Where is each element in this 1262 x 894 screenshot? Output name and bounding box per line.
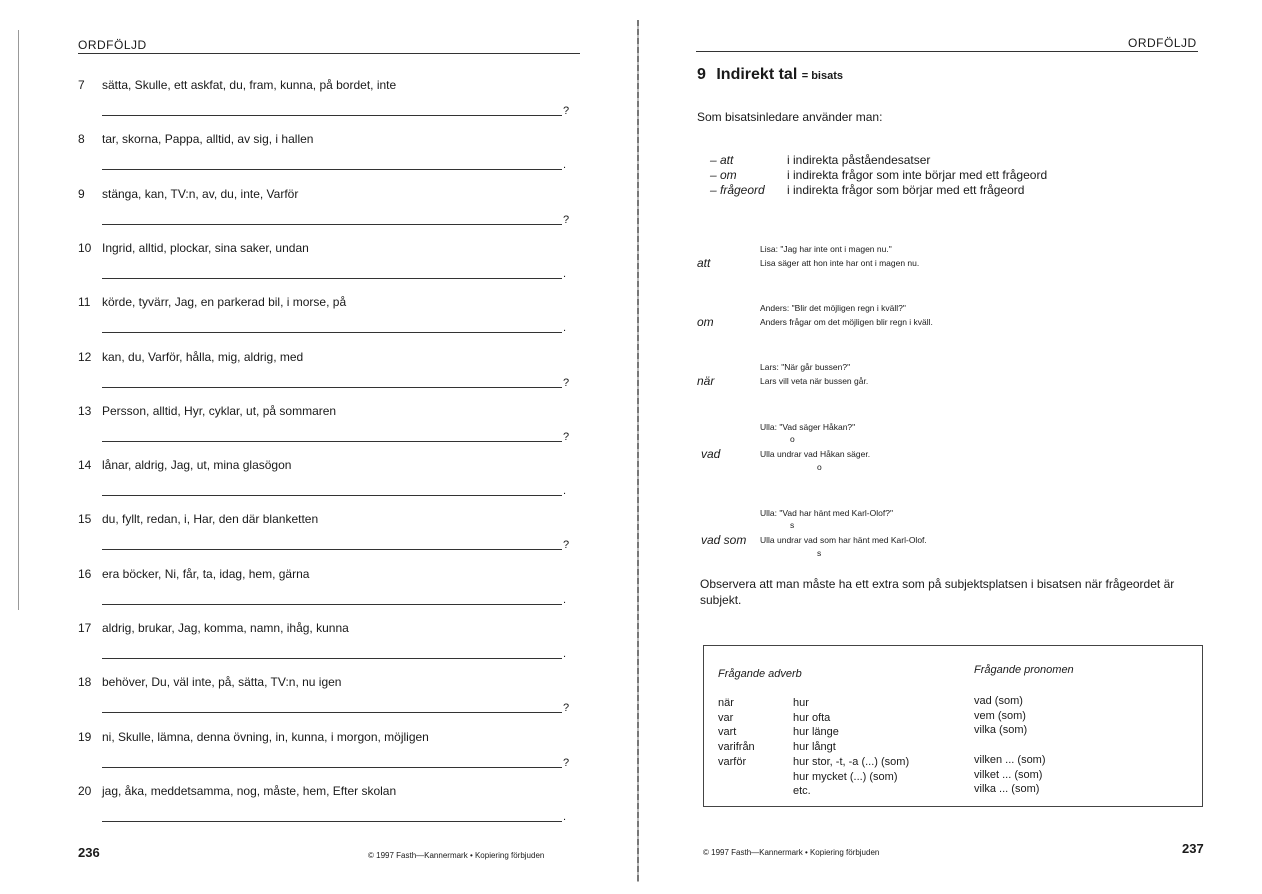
sentence-end-mark: ? (563, 430, 570, 443)
right-running-header: ORDFÖLJD (1128, 36, 1197, 50)
pronoun-item: vilket ... (som) (974, 768, 1043, 781)
exercise-words: behöver, Du, väl inte, på, sätta, TV:n, nu igen (102, 675, 342, 690)
exercise-number: 15 (78, 512, 92, 527)
sentence-end-mark: . (563, 159, 567, 172)
exercise-number: 17 (78, 621, 92, 635)
exercise-item (78, 567, 309, 581)
exercise-number: 13 (78, 403, 92, 418)
right-footer: © 1997 Fasth—Kannermark • Kopiering förbjuden (703, 848, 880, 857)
indirect-speech: Ulla undrar vad som har hänt med Karl-Olof. (760, 535, 927, 545)
exercise-item (78, 295, 346, 309)
sentence-end-mark: . (563, 267, 567, 280)
sentence-end-mark: . (563, 810, 567, 823)
exercise-item (78, 187, 298, 201)
hur-item: hur stor, -t, -a (...) (som) (793, 755, 910, 768)
answer-line[interactable] (102, 821, 562, 822)
sentence-end-mark: . (563, 485, 567, 498)
exercise-number: 9 (78, 186, 85, 201)
introducer-word: – om (710, 168, 737, 182)
introducer-description: i indirekta frågor som börjar med ett frågeord (787, 183, 1025, 197)
exercise-number: 18 (78, 675, 92, 690)
exercise-words: Persson, alltid, Hyr, cyklar, ut, på sommaren (102, 403, 337, 418)
exercise-words: aldrig, brukar, Jag, komma, namn, ihåg, kunna (102, 621, 349, 635)
direct-speech: Lisa: "Jag har inte ont i magen nu." (760, 244, 892, 254)
adverb-item: varför (718, 755, 747, 768)
pronoun-item: vilka (som) (974, 724, 1028, 737)
pronoun-column-title: Frågande pronomen (974, 664, 1074, 676)
grammar-marker: o (790, 434, 795, 444)
exercise-item (78, 350, 303, 364)
adverb-item: var (718, 711, 734, 724)
answer-line[interactable] (102, 495, 562, 496)
exercise-number: 14 (78, 458, 92, 473)
exercise-item (78, 512, 318, 526)
sentence-end-mark: . (563, 322, 567, 335)
introducer-description: i indirekta frågor som inte börjar med ett frågeord (787, 168, 1048, 182)
answer-line[interactable] (102, 387, 562, 388)
left-running-header: ORDFÖLJD (78, 38, 147, 52)
hur-item: hur länge (793, 726, 839, 739)
adverb-item: när (718, 697, 734, 709)
pronoun-item: vad (som) (974, 695, 1023, 707)
exercise-item (78, 404, 336, 418)
example-label: att (697, 256, 711, 270)
exercise-item (78, 458, 291, 472)
answer-line[interactable] (102, 712, 562, 713)
question-words-box (703, 645, 1203, 807)
book-spine (637, 20, 639, 882)
hur-item: hur ofta (793, 711, 831, 724)
sentence-end-mark: . (563, 648, 567, 660)
exercise-words: sätta, Skulle, ett askfat, du, fram, kunna, på bordet, inte (102, 78, 397, 92)
exercise-words: du, fyllt, redan, i, Har, den där blanketten (102, 512, 319, 527)
exercise-number: 16 (78, 566, 92, 581)
answer-line[interactable] (102, 278, 562, 279)
exercise-item (78, 241, 309, 255)
answer-line[interactable] (102, 332, 562, 333)
indirect-speech: Ulla undrar vad Håkan säger. (760, 449, 871, 459)
exercise-words: lånar, aldrig, Jag, ut, mina glasögon (102, 458, 292, 473)
sentence-end-mark: ? (563, 756, 570, 769)
exercise-number: 10 (78, 240, 92, 255)
indirect-speech: Lars vill veta när bussen går. (760, 376, 869, 386)
exercise-number: 11 (78, 295, 91, 310)
sentence-end-mark: ? (563, 376, 570, 389)
answer-line[interactable] (102, 441, 562, 442)
exercise-words: era böcker, Ni, får, ta, idag, hem, gärna (102, 566, 310, 581)
indirect-speech: Lisa säger att hon inte har ont i magen nu. (760, 258, 920, 268)
exercise-number: 12 (78, 349, 92, 364)
introducer-word: – att (710, 153, 734, 167)
right-page-number: 237 (1182, 841, 1204, 856)
pronoun-item: vilka ... (som) (974, 783, 1040, 796)
answer-line[interactable] (102, 767, 562, 768)
adverb-column-title: Frågande adverb (718, 668, 802, 680)
example-label: när (697, 374, 715, 388)
note-paragraph: Observera att man måste ha ett extra som på subjektsplatsen i bisatsen när frågeordet är subjekt. (700, 577, 1175, 607)
exercise-item (78, 132, 313, 146)
direct-speech: Ulla: "Vad har hänt med Karl-Olof?" (760, 508, 893, 518)
example-label: vad som (701, 533, 747, 547)
hur-item: hur (793, 697, 809, 709)
answer-line[interactable] (102, 224, 562, 225)
answer-line[interactable] (102, 115, 562, 116)
left-page-number: 236 (78, 845, 100, 860)
direct-speech: Lars: "När går bussen?" (760, 362, 851, 372)
exercise-item (78, 78, 396, 92)
sentence-end-mark: ? (563, 213, 570, 226)
exercise-words: kan, du, Varför, hålla, mig, aldrig, med (102, 349, 304, 364)
introducer-word: – frågeord (710, 183, 765, 197)
hur-item: hur mycket (...) (som) (793, 770, 898, 783)
sentence-end-mark: ? (563, 105, 570, 117)
exercise-number: 7 (78, 78, 85, 92)
left-footer: © 1997 Fasth—Kannermark • Kopiering förbjuden (368, 851, 545, 860)
exercise-item (78, 730, 429, 744)
answer-line[interactable] (102, 549, 562, 550)
introducer-description: i indirekta påståendesatser (787, 153, 931, 167)
hur-item: etc. (793, 785, 811, 798)
indirect-speech: Anders frågar om det möjligen blir regn i kväll. (760, 317, 933, 327)
pronoun-item: vilken ... (som) (974, 753, 1046, 766)
answer-line[interactable] (102, 658, 562, 659)
sentence-end-mark: . (563, 593, 567, 606)
adverb-item: vart (718, 726, 737, 739)
exercise-item (78, 784, 396, 798)
sentence-end-mark: ? (563, 539, 570, 552)
exercise-words: körde, tyvärr, Jag, en parkerad bil, i morse, på (102, 295, 347, 310)
left-header-rule (78, 53, 580, 54)
page-edge-line (18, 30, 19, 610)
answer-line[interactable] (102, 169, 562, 170)
grammar-marker: s (790, 520, 795, 530)
direct-speech: Anders: "Blir det möjligen regn i kväll?" (760, 303, 906, 313)
exercise-words: ni, Skulle, lämna, denna övning, in, kunna, i morgon, möjligen (102, 729, 429, 744)
grammar-marker: s (817, 548, 822, 558)
exercise-number: 20 (78, 783, 92, 798)
grammar-marker: o (817, 462, 822, 472)
exercise-words: jag, åka, meddetsamma, nog, måste, hem, Efter skolan (102, 783, 397, 798)
section-title: 9 Indirekt tal = bisats (697, 66, 843, 83)
exercise-words: stänga, kan, TV:n, av, du, inte, Varför (102, 186, 299, 201)
example-label: om (697, 315, 714, 329)
sentence-end-mark: ? (563, 702, 570, 715)
exercise-item (78, 621, 349, 635)
direct-speech: Ulla: "Vad säger Håkan?" (760, 422, 856, 432)
example-label: vad (701, 447, 721, 461)
adverb-item: varifrån (718, 741, 755, 754)
right-header-rule (696, 51, 1198, 52)
exercise-number: 8 (78, 132, 85, 147)
answer-line[interactable] (102, 604, 562, 605)
exercise-number: 19 (78, 729, 92, 744)
exercise-words: Ingrid, alltid, plockar, sina saker, undan (102, 240, 309, 255)
intro-text: Som bisatsinledare använder man: (697, 110, 883, 124)
exercise-words: tar, skorna, Pappa, alltid, av sig, i hallen (102, 132, 314, 147)
pronoun-item: vem (som) (974, 709, 1026, 722)
hur-item: hur långt (793, 741, 836, 754)
exercise-item (78, 675, 341, 689)
